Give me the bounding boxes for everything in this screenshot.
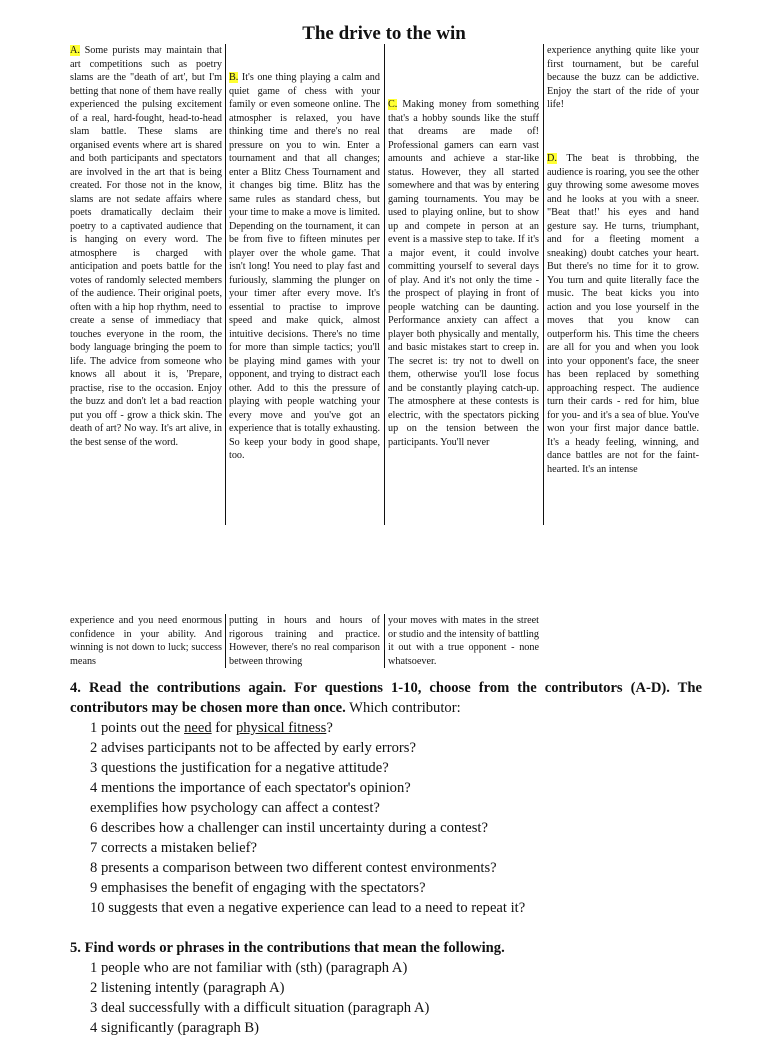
question-item: 10 suggests that even a negative experience can lead to a need to repeat it? <box>90 900 526 916</box>
question-item: 2 advises participants not to be affected by early errors? <box>90 740 416 756</box>
column-divider <box>225 614 226 668</box>
paragraph-a-continuation-text: experience and you need enormous confidence in your ability. And winning is not down to luck; success means <box>70 615 222 667</box>
paragraph-c-continuation <box>388 614 539 670</box>
question-item: 8 presents a comparison between two different contest environments? <box>90 860 497 876</box>
paragraph-a <box>70 44 222 520</box>
exercise-5 <box>70 938 702 1038</box>
paragraph-letter-c: C. <box>388 99 398 110</box>
exercise-5-heading: 5. Find words or phrases in the contributions that mean the following. <box>70 940 505 956</box>
question-item: 1 people who are not familiar with (sth) (paragraph A) <box>90 960 408 976</box>
question-text: 1 points out the <box>90 720 185 736</box>
paragraph-letter-b: B. <box>229 72 239 83</box>
exercise-4-instructions: 4. Read the contributions again. For questions 1-10, choose from the contributors (A-D). The contributors may be chosen more than once. <box>70 680 702 716</box>
paragraph-a-text: Some purists may maintain that art competitions such as poetry slams are the "death of art', but I'm betting that none of them have really experienced the pulsing excitement of a real, hard-fought, head-to-head slam battle. These slams are organised events where art is shared and both participants and spectators are involved in the art that is being created. For those not in the know, slams are not sedate affairs where poets dramatically declaim their poetry to a captivated audience that is hanging on every word. The atmosphere is charged with anticipation and poets battle for the votes of randomly selected members of the audience. Their original poets, often with a hip hop rhythm, need to create a sense of immediacy that touches everyone in the room, the body language bringing the poem to life. The advice from someone who knows all about it is, 'Prepare, practise, rise to the occasion. Enjoy the buzz and don't let a bad reaction put you off - grow a thick skin. The death of art? No way. It's art alive, in the best sense of the word. <box>70 45 222 448</box>
question-item: 4 significantly (paragraph B) <box>90 1020 259 1036</box>
paragraph-letter-d: D. <box>547 153 557 164</box>
paragraph-c <box>388 98 539 520</box>
column-divider <box>384 614 385 668</box>
exercise-4 <box>70 678 702 918</box>
column-divider <box>543 44 544 525</box>
question-item: 7 corrects a mistaken belief? <box>90 840 257 856</box>
exercise-4-prompt: Which contributor: <box>349 700 461 716</box>
paragraph-letter-a: A. <box>70 45 80 56</box>
question-item: 3 questions the justification for a negative attitude? <box>90 760 389 776</box>
question-text: ? <box>326 720 333 736</box>
paragraph-c-ending <box>547 44 699 114</box>
paragraph-b-continuation-text: putting in hours and hours of rigorous training and practice. However, there's no real comparison between throwing <box>229 615 380 667</box>
question-item: 6 describes how a challenger can instil uncertainty during a contest? <box>90 820 488 836</box>
underlined-phrase: physical fitness <box>235 720 327 736</box>
paragraph-a-continuation <box>70 614 222 670</box>
paragraph-c-continuation-text: your moves with mates in the street or studio and the intensity of battling it out with a true opponent - none whatsoever. <box>388 615 539 667</box>
paragraph-b <box>229 71 380 520</box>
paragraph-d <box>547 152 699 520</box>
question-item: 2 listening intently (paragraph A) <box>90 980 285 996</box>
column-divider <box>384 44 385 525</box>
column-divider <box>225 44 226 525</box>
underlined-word: need <box>184 720 212 736</box>
paragraph-c-ending-text: experience anything quite like your first tournament, but be careful because the buzz can be addictive. Enjoy the start of the ride of your life! <box>547 45 699 110</box>
question-item <box>70 718 702 738</box>
question-item: exemplifies how psychology can affect a contest? <box>90 800 380 816</box>
paragraph-b-continuation <box>229 614 380 670</box>
paragraph-c-text: Making money from something that's a hobby sounds like the stuff that dreams are made of! Professional gamers can earn vast amounts and achieve a star-like status. However, they all started somewhere and that was by entering gaming tournaments. You may be used to playing online, but to show up and compete in person at an event is a massive step to take. If it's a major event, it could involve committing yourself to several days of play. And it's not only the time - the prospect of playing in front of people watching can be daunting. Performance anxiety can affect a player both physically and mentally, and basic mistakes start to creep in. The secret is: try not to dwell on them, otherwise you'll lose focus and be constantly playing catch-up. The atmosphere at these contests is electric, with the spectators picking up on the tension between the participants. You'll never <box>388 99 539 448</box>
question-item: 3 deal successfully with a difficult situation (paragraph A) <box>90 1000 430 1016</box>
question-item: 4 mentions the importance of each spectator's opinion? <box>90 780 411 796</box>
article-title: The drive to the win <box>302 23 466 44</box>
paragraph-b-text: It's one thing playing a calm and quiet game of chess with your family or even someone online. The atmospher is relaxed, you have thinking time and there's no real pressure on you to win. Enter a tournament and that all changes; enter a Blitz Chess Tournament and it changes big time. Blitz has the same rules as standard chess, but your time to make a move is limited. Depending on the tournament, it can be from five to fifteen minutes per player over the whole game. That isn't long! You need to play fast and furiously, slamming the plunger on your timer after every move. It's essential to practise to improve speed and make quick, almost intuitive decisions. There's no time for more than simple tactics; you'll be playing mind games with your opponent, and trying to distract each other. Add to this the pressure of playing with people watching your every move and you've got an experience that is totally exhausting. So keep your body in good shape, too. <box>229 72 380 461</box>
exercise-4-heading <box>70 678 702 718</box>
question-text: for <box>211 720 236 736</box>
question-item: 9 emphasises the benefit of engaging with the spectators? <box>90 880 426 896</box>
paragraph-d-text: The beat is throbbing, the audience is roaring, you see the other guy throwing some awesome moves and he looks at you with a sneer. "Beat that!' his eyes and hand gesture say. He turns, triumphant, and for a fleeting moment a sneaking) doubt catches your heart. But there's no time for it to grow. You turn and quite literally face the music. The beat kicks you into action and you lose yourself in the moves that you know can outperform his. This time the cheers are all for you and when you look into your opponent's face, the sneer has been replaced by something approaching respect. The audience turn their cards - red for him, blue for you- and it's a sea of blue. You've won your first major dance battle. It's a heady feeling, winning, and dance battles are not for the faint-hearted. It's an intense <box>547 153 699 475</box>
